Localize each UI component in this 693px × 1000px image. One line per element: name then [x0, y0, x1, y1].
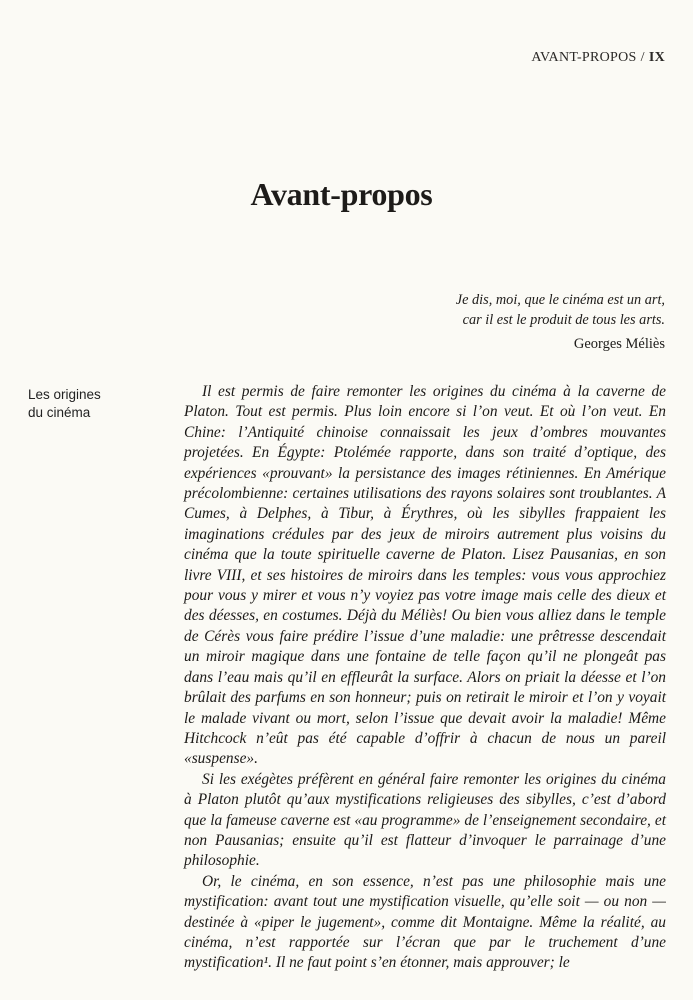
epigraph-line-1: Je dis, moi, que le cinéma est un art, [455, 292, 665, 308]
chapter-title: Avant-propos [250, 176, 433, 212]
running-head [531, 50, 665, 66]
paragraph: Il est permis de faire remonter les origines du cinéma à la caverne de Platon. Tout est permis. Plus loin encore si l’on veut. Et où l’on veut. En Chine: l’Antiquité chinoise connaissait les jeux d’ombres mouvantes projetées. En Égypte: Ptolémée rapporte, dans son traité d’optique, des expériences «prouvant» la persistance des images rétiniennes. En Amérique précolombienne: certaines utilisations des rayons solaires sont troublantes. A Cumes, à Delphes, à Tibur, à Érythres, où les sibylles frappaient les imaginations crédules par des jeux de miroirs autrement plus voisins du cinéma que la toute spirituelle caverne de Platon. Lisez Pausanias, en son livre VIII, et ses histoires de miroirs dans les temples: vous vous approchiez pour vous y mirer et vous n’y voyiez pas votre image mais celle des dieux et des déesses, en costumes. Déjà du Méliès! Ou bien vous alliez dans le temple de Cérès vous faire prédire l’issue d’une maladie: une prêtresse descendait un miroir magique dans une fontaine de telle façon qu’il ne plongeât pas dans l’eau mais qu’il en effleurât la surface. Alors on priait la déesse et l’on brûlait des parfums en son honneur; puis on retirait le miroir et l’on y voyait le malade vivant ou mort, selon l’issue que devait avoir la maladie! Même Hitchcock n’eût pas été capable d’offrir à chacun de nous un pareil «suspense». [184, 383, 666, 768]
page-number: IX [648, 50, 665, 65]
epigraph-line-2: car il est le produit de tous les arts. [462, 312, 665, 328]
margin-note-line-2: du cinéma [28, 405, 91, 420]
epigraph [456, 290, 665, 354]
paragraph: Si les exégètes préfèrent en général faire remonter les origines du cinéma à Platon plutôt qu’aux mystifications religieuses des sibylles, c’est d’abord que la fameuse caverne est «au programme» de l’enseignement secondaire, et non Pausanias; ensuite qu’il est flatteur d’invoquer le parrainage d’une philosophie. [184, 770, 666, 870]
epigraph-author: Georges Méliès [573, 336, 665, 352]
margin-note-line-1: Les origines [28, 387, 101, 402]
body-text [184, 382, 666, 974]
margin-note [28, 386, 168, 422]
running-head-separator: / [640, 50, 645, 65]
paragraph: Or, le cinéma, en son essence, n’est pas une philosophie mais une mystification: avant tout une mystification visuelle, qu’elle soit — ou non — destinée à «piper le jugement», comme dit Montaigne. Même la réalité, au cinéma, n’est rapportée sur l’écran que par le truchement d’une mystification¹. Il ne faut point s’en étonner, mais approuver; le [184, 872, 666, 972]
running-head-section: AVANT-PROPOS [531, 50, 637, 65]
